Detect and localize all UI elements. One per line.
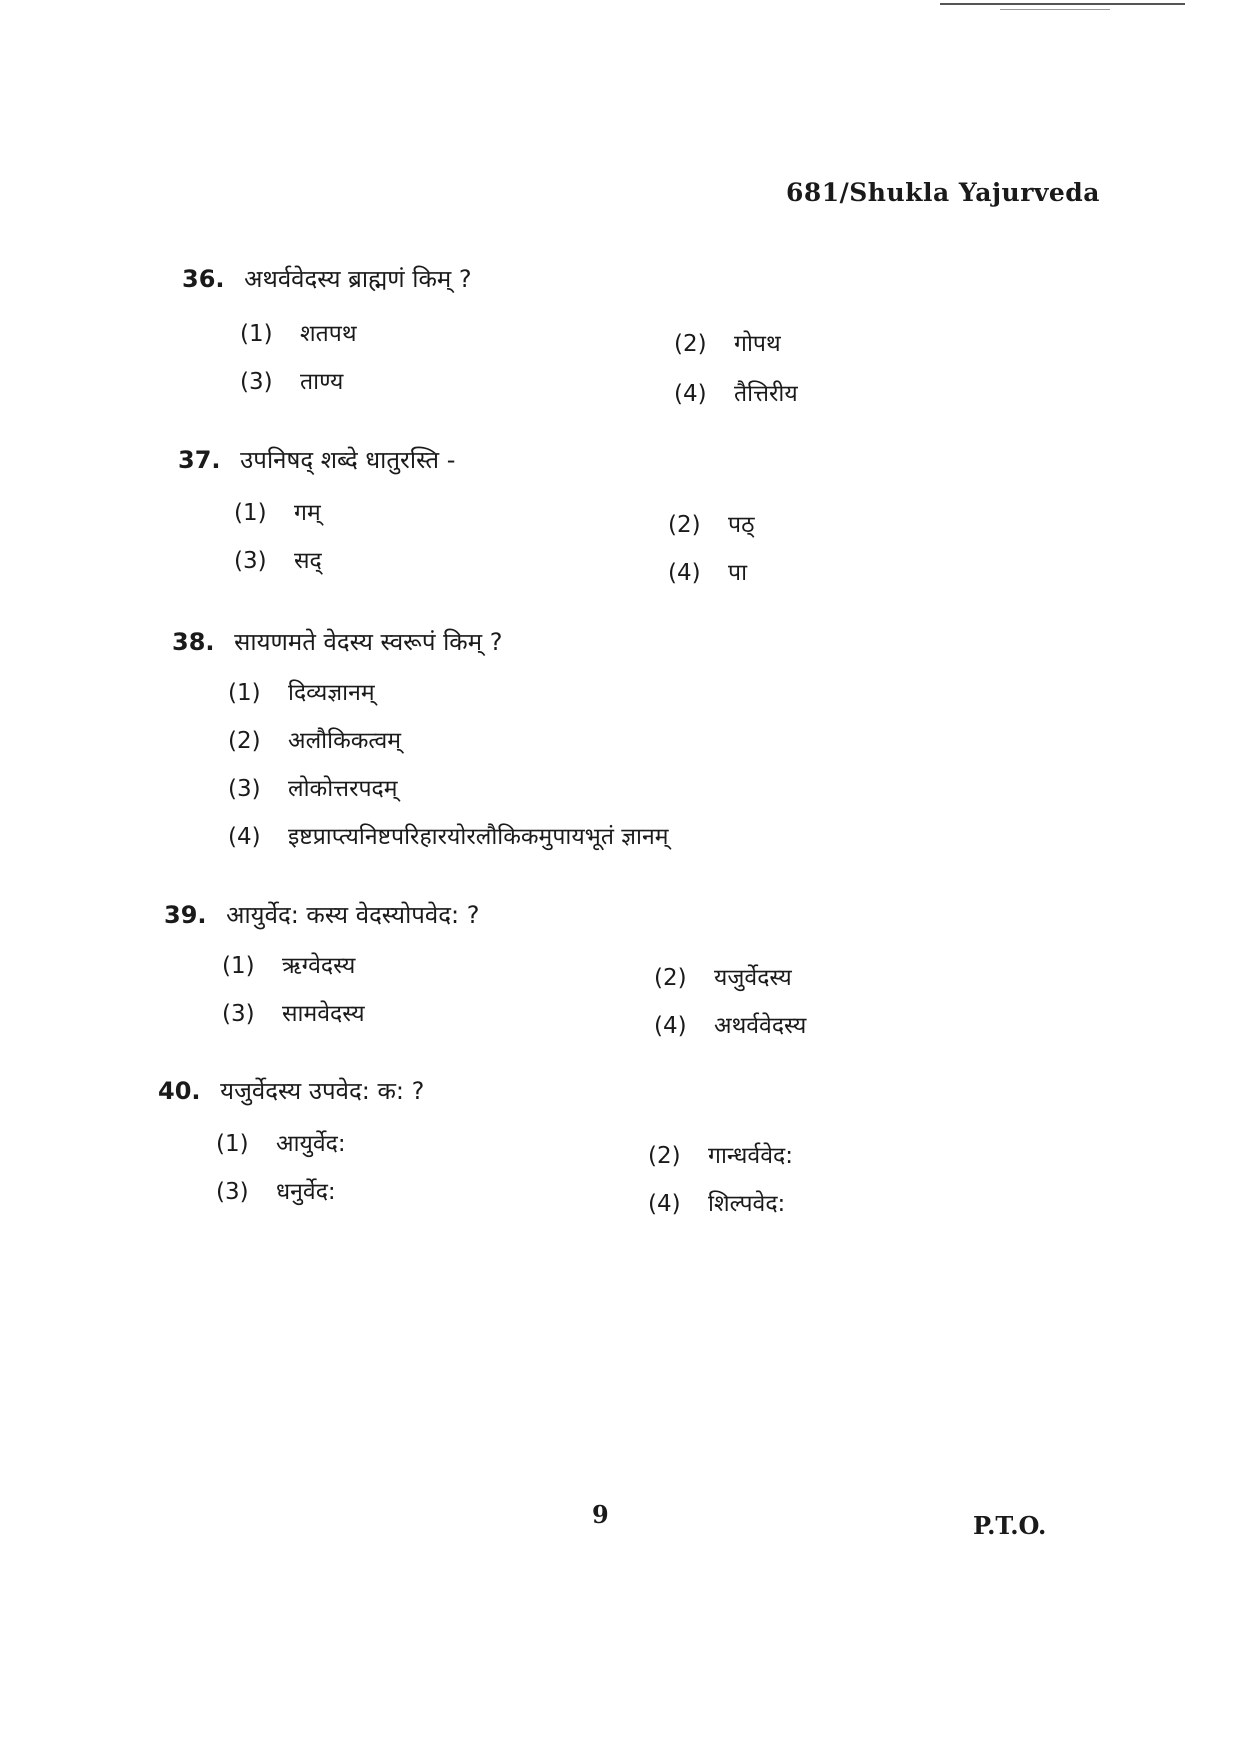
option-text: तैत्तिरीय (734, 381, 798, 407)
option-number: (1) (216, 1131, 249, 1157)
option-number: (4) (668, 560, 701, 586)
top-edge-rule (940, 3, 1185, 5)
option-number: (4) (654, 1013, 687, 1039)
question-40 (158, 1074, 1058, 1217)
option-number: (2) (668, 512, 701, 538)
option-text: गम् (294, 500, 321, 526)
option-text: अलौकिकत्वम् (288, 728, 402, 754)
option-1[interactable] (228, 675, 375, 707)
option-1[interactable] (240, 316, 357, 348)
option-number: (4) (674, 381, 707, 407)
option-3[interactable] (240, 364, 343, 396)
option-1[interactable] (222, 948, 355, 980)
option-text: शिल्पवेद: (708, 1191, 786, 1217)
option-2[interactable] (674, 326, 781, 358)
option-4[interactable] (228, 819, 669, 851)
option-text: शतपथ (300, 321, 357, 347)
question-number: 39. (164, 901, 207, 929)
option-number: (2) (654, 965, 687, 991)
option-4[interactable] (648, 1186, 785, 1218)
option-number: (4) (648, 1191, 681, 1217)
option-text: लोकोत्तरपदम् (288, 776, 398, 802)
question-37 (178, 443, 1078, 586)
option-number: (3) (240, 369, 273, 395)
option-text: पा (728, 560, 748, 586)
option-text: दिव्यज्ञानम् (288, 680, 375, 706)
question-text: यजुर्वेदस्य उपवेद: क: ? (220, 1077, 425, 1105)
option-3[interactable] (222, 996, 365, 1028)
option-text: गान्धर्ववेद: (708, 1143, 793, 1169)
option-number: (2) (648, 1143, 681, 1169)
option-4[interactable] (674, 376, 798, 408)
option-number: (1) (240, 321, 273, 347)
option-3[interactable] (228, 771, 398, 803)
option-text: इष्टप्राप्त्यनिष्टपरिहारयोरलौकिकमुपायभूतं ज्ञानम् (288, 824, 669, 850)
option-number: (2) (228, 728, 261, 754)
question-39 (164, 898, 1064, 1038)
option-number: (2) (674, 331, 707, 357)
question-36 (182, 262, 1082, 407)
question-line (178, 443, 455, 476)
option-text: ऋग्वेदस्य (282, 953, 356, 979)
option-text: यजुर्वेदस्य (714, 965, 792, 991)
option-number: (3) (222, 1001, 255, 1027)
question-line (164, 898, 479, 931)
option-1[interactable] (234, 495, 321, 527)
question-number: 37. (178, 446, 221, 474)
question-text: सायणमते वेदस्य स्वरूपं किम् ? (234, 628, 503, 656)
question-number: 38. (172, 628, 215, 656)
option-2[interactable] (654, 960, 792, 992)
option-2[interactable] (668, 507, 754, 539)
option-text: सद् (294, 548, 322, 574)
option-text: गोपथ (734, 331, 781, 357)
option-text: ताण्य (300, 369, 344, 395)
option-number: (3) (228, 776, 261, 802)
option-4[interactable] (668, 555, 747, 587)
question-38 (172, 625, 1072, 865)
option-text: आयुर्वेद: (276, 1131, 346, 1157)
option-2[interactable] (648, 1138, 793, 1170)
paper-code: 681/Shukla Yajurveda (785, 178, 1100, 207)
option-number: (4) (228, 824, 261, 850)
option-number: (1) (234, 500, 267, 526)
question-line (182, 262, 472, 295)
pto-label: P.T.O. (973, 1511, 1047, 1540)
question-line (158, 1074, 424, 1107)
option-1[interactable] (216, 1126, 346, 1158)
option-3[interactable] (216, 1174, 336, 1206)
question-number: 40. (158, 1077, 201, 1105)
question-line (172, 625, 502, 658)
option-text: धनुर्वेद: (276, 1179, 336, 1205)
question-text: आयुर्वेद: कस्य वेदस्योपवेद: ? (226, 901, 480, 929)
option-number: (3) (234, 548, 267, 574)
option-number: (1) (228, 680, 261, 706)
option-text: पठ् (728, 512, 755, 538)
question-text: अथर्ववेदस्य ब्राह्मणं किम् ? (244, 265, 472, 293)
option-number: (3) (216, 1179, 249, 1205)
option-3[interactable] (234, 543, 322, 575)
question-text: उपनिषद् शब्दे धातुरस्ति - (240, 446, 456, 474)
top-edge-rule-thin (1000, 9, 1110, 10)
question-number: 36. (182, 265, 225, 293)
option-2[interactable] (228, 723, 401, 755)
option-number: (1) (222, 953, 255, 979)
option-text: अथर्ववेदस्य (714, 1013, 807, 1039)
option-4[interactable] (654, 1008, 806, 1040)
page-number: 9 (592, 1500, 609, 1529)
option-text: सामवेदस्य (282, 1001, 365, 1027)
